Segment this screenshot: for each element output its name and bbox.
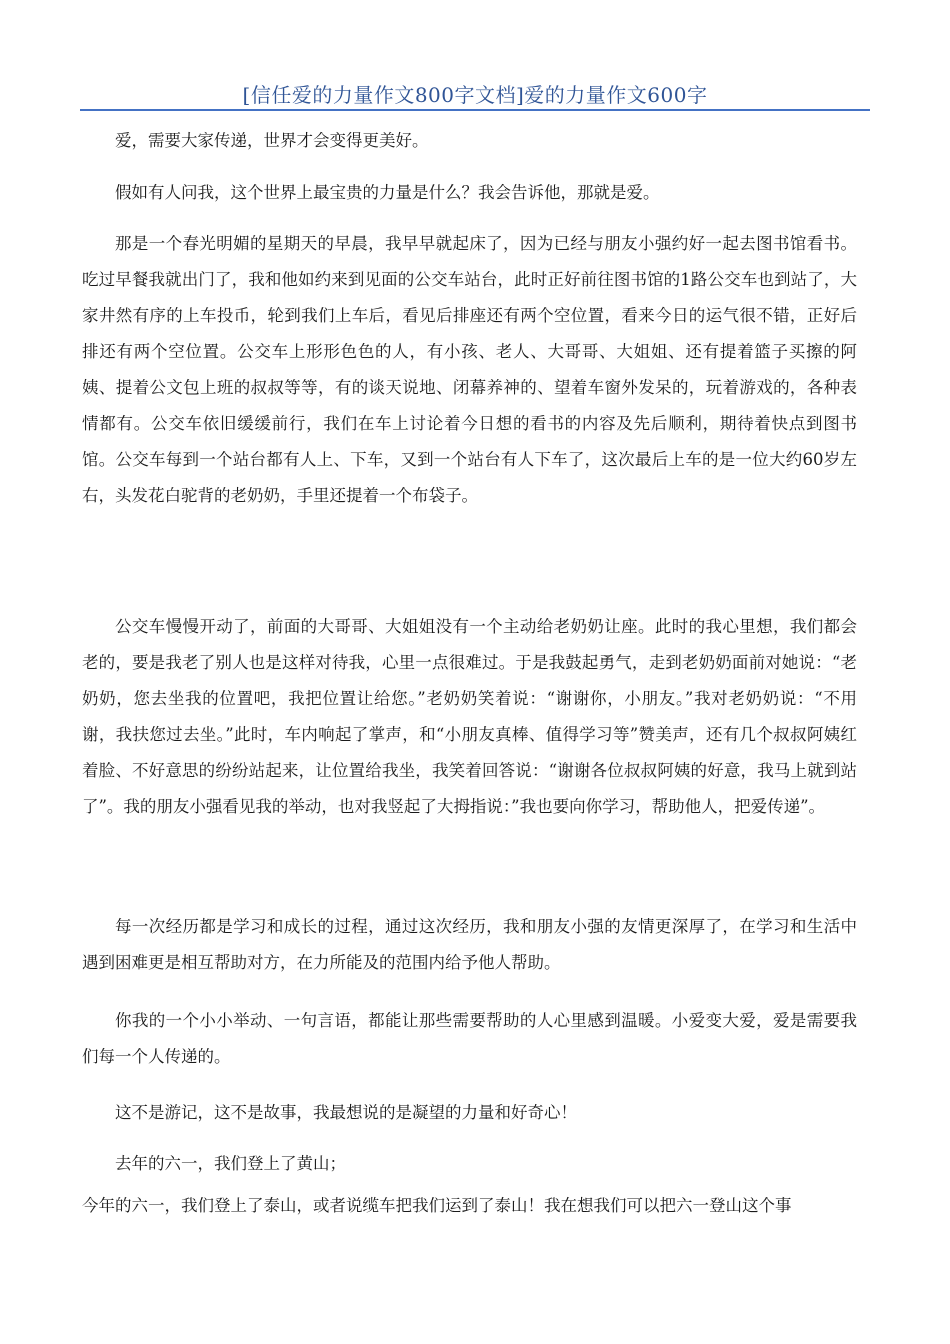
paragraph-7: 这不是游记，这不是故事，我最想说的是凝望的力量和好奇心！ [115, 1103, 577, 1122]
paragraph-6: 你我的一个小小举动、一句言语，都能让那些需要帮助的人心里感到温暖。小爱变大爱，爱是需要我们每一个人传递的。 [82, 1011, 857, 1066]
paragraph-9: 今年的六一，我们登上了泰山，或者说缆车把我们运到了泰山！我在想我们可以把六一登山这个事 [82, 1196, 792, 1215]
paragraph-5: 每一次经历都是学习和成长的过程，通过这次经历，我和朋友小强的友情更深厚了，在学习和生活中遇到困难更是相互帮助对方，在力所能及的范围内给予他人帮助。 [82, 917, 857, 972]
paragraph-1: 爱，需要大家传递，世界才会变得更美好。 [115, 131, 429, 150]
paragraph-2: 假如有人问我，这个世界上最宝贵的力量是什么？我会告诉他，那就是爱。 [115, 183, 660, 202]
paragraph-3: 那是一个春光明媚的星期天的早晨，我早早就起床了，因为已经与朋友小强约好一起去图书馆看书。吃过早餐我就出门了，我和他如约来到见面的公交车站台，此时正好前往图书馆的1路公交车也到站了，大家井然有序的上车投币，轮到我们上车后，看见后排座还有两个空位置，看来今日的运气很不错，正好后排还有两个空位置。公交车上形形色色的人，有小孩、老人、大哥哥、大姐姐、还有提着篮子买擦的阿姨、提着公文包上班的叔叔等等，有的谈天说地、闭幕养神的、望着车窗外发呆的，玩着游戏的，各种表情都有。公交车依旧缓缓前行，我们在车上讨论着今日想的看书的内容及先后顺利，期待着快点到图书馆。公交车每到一个站台都有人上、下车，又到一个站台有人下车了，这次最后上车的是一位大约60岁左右，头发花白驼背的老奶奶，手里还提着一个布袋子。 [82, 234, 857, 505]
paragraph-8: 去年的六一，我们登上了黄山； [115, 1154, 346, 1173]
document-title: [信任爱的力量作文800字文档]爱的力量作文600字 [242, 83, 708, 107]
title-underline [80, 109, 870, 111]
paragraph-4: 公交车慢慢开动了，前面的大哥哥、大姐姐没有一个主动给老奶奶让座。此时的我心里想，我们都会老的，要是我老了别人也是这样对待我，心里一点很难过。于是我鼓起勇气，走到老奶奶面前对她说：“老奶奶，您去坐我的位置吧，我把位置让给您。”老奶奶笑着说：“谢谢你，小朋友。”我对老奶奶说：“不用谢，我扶您过去坐。”此时，车内响起了掌声，和“小朋友真棒、值得学习等”赞美声，还有几个叔叔阿姨红着脸、不好意思的纷纷站起来，让位置给我坐，我笑着回答说：“谢谢各位叔叔阿姨的好意，我马上就到站了”。我的朋友小强看见我的举动，也对我竖起了大拇指说：”我也要向你学习，帮助他人，把爱传递”。 [82, 617, 857, 816]
